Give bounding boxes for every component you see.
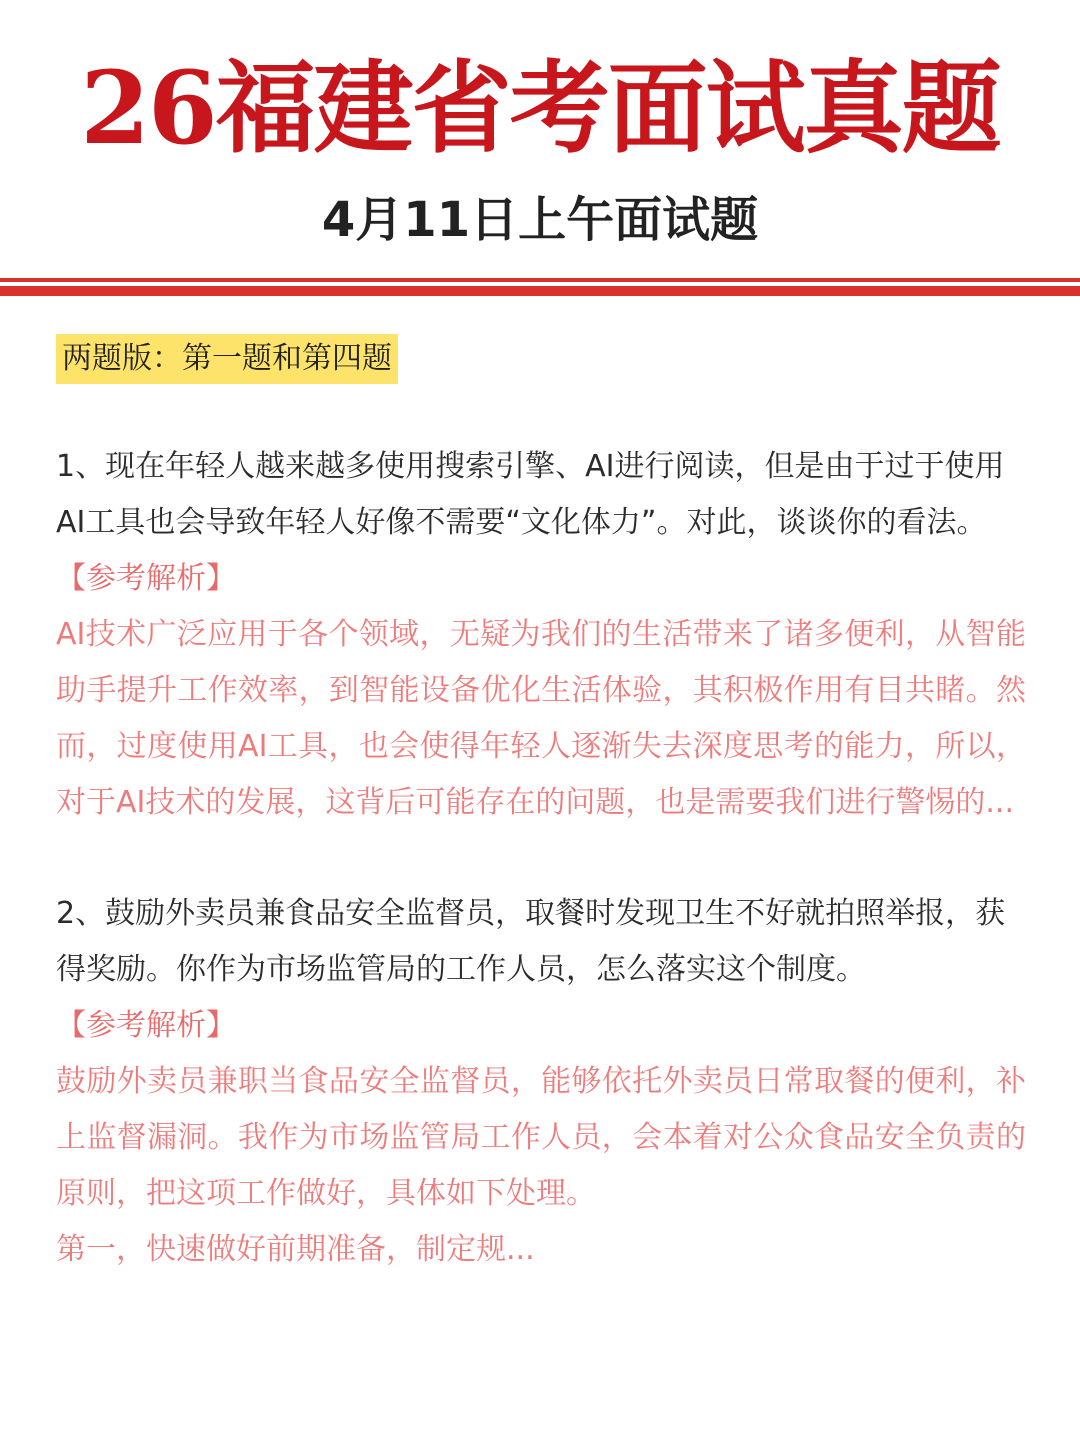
reference-answer: AI技术广泛应用于各个领域，无疑为我们的生活带来了诸多便利，从智能助手提升工作效率，到智能设备优化生活体验，其积极作用有目共睹。然而，过度使用AI工具，也会使得年轻人逐渐失去深度思考的能力，所以，对于AI技术的发展，这背后可能存在的问题，也是需要我们进行警惕的... <box>56 617 1026 820</box>
reference-answer: 鼓励外卖员兼职当食品安全监督员，能够依托外卖员日常取餐的便利，补上监督漏洞。我作为市场监管局工作人员，会本着对公众食品安全负责的原则，把这项工作做好，具体如下处理。 <box>56 1064 1026 1211</box>
divider-thick <box>0 286 1080 296</box>
page-subtitle: 4月11日上午面试题 <box>321 192 759 248</box>
reference-label: 【参考解析】 <box>56 561 236 596</box>
question-block-2 <box>56 886 1026 1278</box>
question-block-1 <box>56 439 1026 831</box>
question-text: 2、鼓励外卖员兼食品安全监督员，取餐时发现卫生不好就拍照举报，获得奖励。你作为市场监管局的工作人员，怎么落实这个制度。 <box>56 896 1006 987</box>
question-text: 1、现在年轻人越来越多使用搜索引擎、AI进行阅读，但是由于过于使用AI工具也会导致年轻人好像不需要“文化体力”。对此，谈谈你的看法。 <box>56 449 1005 540</box>
version-tag: 两题版：第一题和第四题 <box>56 334 398 384</box>
reference-answer-continued: 第一，快速做好前期准备，制定规... <box>56 1232 535 1267</box>
page-title: 26福建省考面试真题 <box>80 49 1000 167</box>
reference-label: 【参考解析】 <box>56 1008 236 1043</box>
header <box>0 0 1080 300</box>
main-content <box>56 334 1026 1278</box>
divider-thin <box>0 278 1080 282</box>
